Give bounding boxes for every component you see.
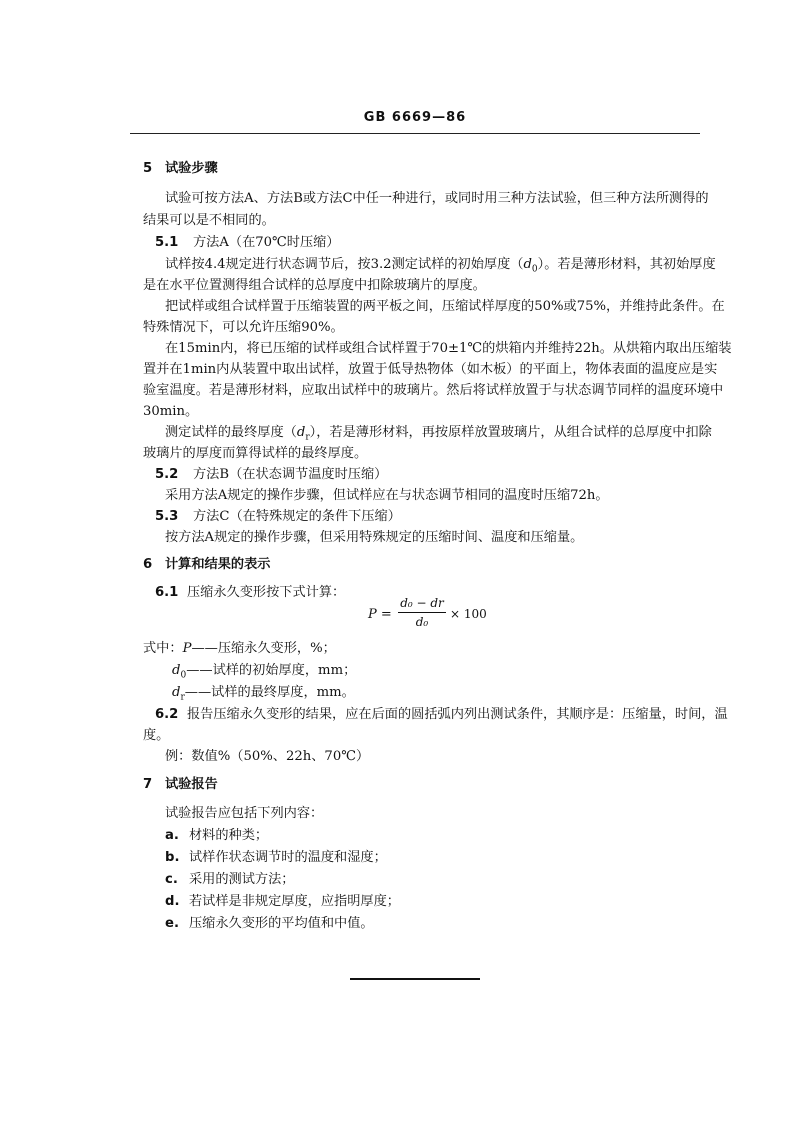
section-title: 试验报告 — [165, 777, 218, 792]
subsection-title: 方法B（在状态调节温度时压缩） — [193, 467, 388, 482]
formula-denominator: d₀ — [415, 615, 429, 629]
section-number: 5 — [143, 161, 153, 176]
symbol-d: d — [523, 257, 532, 272]
list-item — [165, 893, 400, 911]
list-item-text: 若试样是非规定厚度，应指明厚度； — [189, 894, 400, 909]
paragraph-line — [165, 424, 712, 447]
paragraph-line: 玻璃片的厚度而算得试样的最终厚度。 — [143, 446, 368, 461]
subsection-number: 5.2 — [155, 467, 179, 482]
symbol-d: d — [172, 663, 181, 678]
list-item — [165, 827, 268, 845]
list-item-text: 采用的测试方法； — [189, 872, 295, 887]
section-number: 6 — [143, 557, 153, 572]
list-item — [165, 915, 374, 933]
paragraph-line: 在15min内，将已压缩的试样或组合试样置于70±1℃的烘箱内并维持22h。从烘箱内取出压缩装 — [165, 341, 732, 356]
definition-text: ——压缩永久变形，%； — [191, 641, 336, 656]
paragraph-line: 30min。 — [143, 404, 199, 419]
subsection-6-2-heading — [155, 706, 728, 724]
subsection-number: 5.1 — [155, 235, 179, 250]
text-run: 试样按4.4规定进行状态调节后，按3.2测定试样的初始厚度（ — [165, 257, 524, 272]
paragraph-line: 结果可以是不相同的。 — [143, 213, 275, 228]
subsection-number: 6.1 — [155, 585, 179, 600]
formula-fraction — [398, 596, 446, 629]
list-item-text: 试样作状态调节时的温度和湿度； — [189, 850, 387, 865]
list-marker: c. — [165, 872, 178, 887]
subsection-text: 报告压缩永久变形的结果，应在后面的圆括弧内列出测试条件，其顺序是：压缩量，时间，温 — [187, 707, 728, 722]
list-marker: b. — [165, 850, 180, 865]
symbol-p: P — [182, 641, 192, 656]
paragraph-line: 试验报告应包括下列内容： — [165, 806, 324, 821]
subsection-6-1-heading — [155, 584, 345, 602]
paragraph-line: 验室温度。若是薄形材料，应取出试样中的玻璃片。然后将试样放置于与状态调节同样的温度环境中 — [143, 383, 724, 398]
definition-text: ——试样的最终厚度，mm。 — [184, 685, 355, 700]
subsection-5-2-heading — [155, 466, 387, 484]
paragraph-line: 是在水平位置测得组合试样的总厚度中扣除玻璃片的厚度。 — [143, 278, 486, 293]
paragraph-line: 按方法A规定的操作步骤，但采用特殊规定的压缩时间、温度和压缩量。 — [165, 530, 584, 545]
symbol-subscript: r — [180, 692, 185, 703]
paragraph-line: 试验可按方法A、方法B或方法C中任一种进行，或同时用三种方法试验，但三种方法所测得的 — [165, 191, 709, 206]
list-item-text: 压缩永久变形的平均值和中值。 — [189, 916, 374, 931]
section-title: 试验步骤 — [165, 161, 218, 176]
list-marker: e. — [165, 916, 179, 931]
section-title: 计算和结果的表示 — [165, 557, 271, 572]
paragraph-line: 特殊情况下，可以允许压缩90%。 — [143, 320, 344, 335]
subsection-5-3-heading — [155, 508, 401, 526]
end-of-document-rule — [350, 978, 480, 980]
subsection-number: 5.3 — [155, 509, 179, 524]
text-run: 测定试样的最终厚度（ — [165, 425, 297, 440]
symbol-subscript: r — [305, 432, 310, 443]
where-line-dr — [172, 684, 355, 707]
section-number: 7 — [143, 777, 153, 792]
paragraph-line — [165, 256, 716, 279]
subsection-title: 方法A（在70℃时压缩） — [193, 235, 340, 250]
where-line-d0 — [172, 662, 356, 685]
standard-code-header: GB 6669—86 — [363, 110, 467, 125]
symbol-d: d — [296, 425, 306, 440]
formula-factor: × 100 — [450, 607, 487, 621]
section-6-heading — [143, 556, 271, 574]
text-run: ）。若是薄形材料，其初始厚度 — [537, 257, 716, 272]
section-7-heading — [143, 776, 218, 794]
header-rule — [130, 133, 700, 134]
where-line-p — [143, 640, 336, 658]
list-item — [165, 849, 387, 867]
symbol-subscript: 0 — [531, 264, 538, 275]
symbol-subscript: 0 — [180, 670, 187, 681]
paragraph-line: 度。 — [143, 728, 170, 743]
definition-text: ——试样的初始厚度，mm； — [186, 663, 357, 678]
paragraph-line: 采用方法A规定的操作步骤，但试样应在与状态调节相同的温度时压缩72h。 — [165, 488, 609, 503]
paragraph-line: 置并在1min内从装置中取出试样，放置于低导热物体（如木板）的平面上，物体表面的温度应是实 — [143, 362, 718, 377]
list-item — [165, 871, 295, 889]
fraction-bar — [398, 612, 446, 613]
formula-numerator: d₀ − dr — [400, 596, 444, 610]
text-run: ），若是薄形材料，再按原样放置玻璃片，从组合试样的总厚度中扣除 — [309, 425, 712, 440]
section-5-heading — [143, 160, 218, 178]
subsection-5-1-heading — [155, 234, 340, 252]
list-marker: a. — [165, 828, 179, 843]
subsection-title: 方法C（在特殊规定的条件下压缩） — [193, 509, 401, 524]
symbol-d: d — [172, 685, 181, 700]
formula-lhs: P = — [368, 607, 392, 622]
where-label: 式中： — [143, 641, 183, 656]
list-item-text: 材料的种类； — [189, 828, 269, 843]
list-marker: d. — [165, 894, 180, 909]
subsection-number: 6.2 — [155, 707, 179, 722]
example-line: 例：数值%（50%、22h、70℃） — [165, 749, 370, 764]
paragraph-line: 把试样或组合试样置于压缩装置的两平板之间，压缩试样厚度的50%或75%，并维持此条件。在 — [165, 299, 725, 314]
subsection-text: 压缩永久变形按下式计算： — [187, 585, 346, 600]
